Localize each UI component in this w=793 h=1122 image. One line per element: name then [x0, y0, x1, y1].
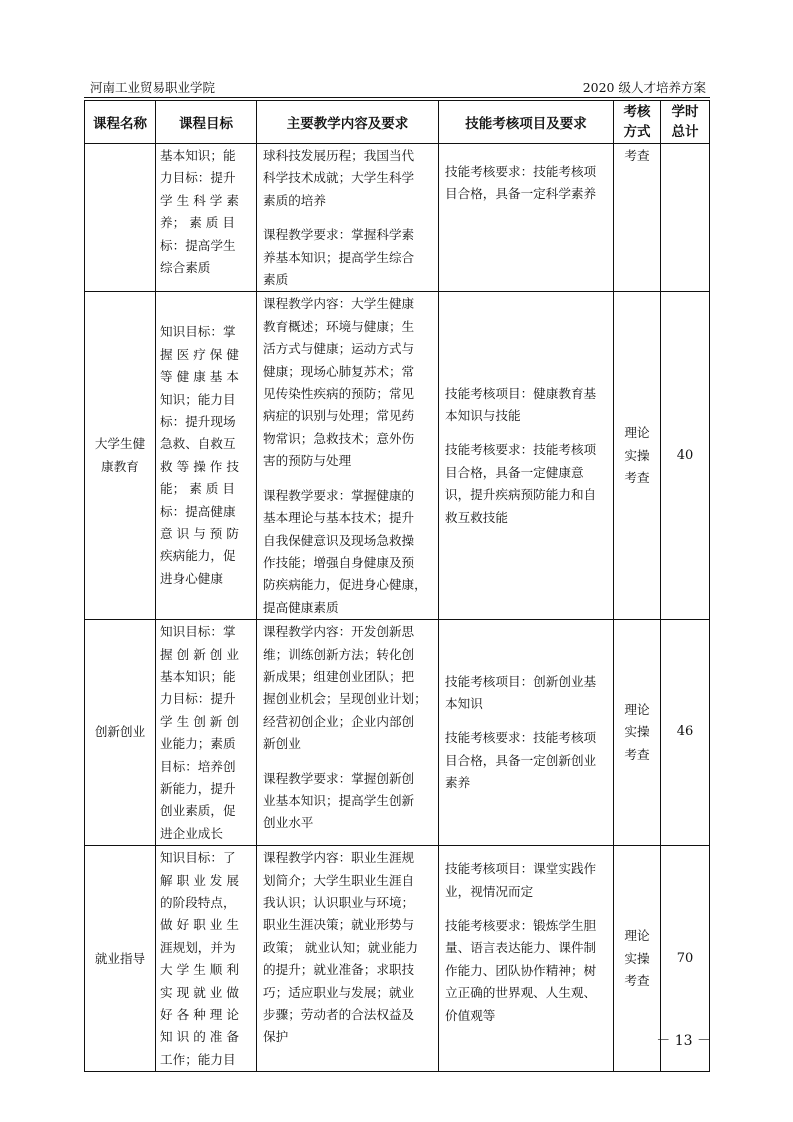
- course-name-cell: [85, 144, 156, 292]
- assessment-method-cell: [614, 846, 661, 1072]
- skills-requirements: 技能考核要求：锻炼学生胆 量、语言表达能力、课件制 作能力、团队协作精神；树 立正确的世界观、人生观、 价值观等: [445, 918, 597, 1023]
- column-header-skills: 技能考核项目及要求: [439, 101, 614, 144]
- skills-project: 技能考核项目：健康教育基 本知识与技能: [445, 385, 597, 423]
- course-goals-cell: [156, 846, 257, 1072]
- course-goals-cell: [156, 144, 257, 292]
- table-row: [85, 846, 710, 1072]
- page-header: [84, 76, 710, 96]
- course-name-cell: [85, 292, 156, 620]
- skills-project: 技能考核项目：创新创业基 本知识: [445, 673, 597, 712]
- skills-requirements: 技能考核要求：技能考核项 目合格，具备一定科学素养: [445, 164, 597, 202]
- table-header-row: [85, 101, 710, 144]
- course-content-intro: 课程教学内容：大学生健康 教育概述；环境与健康；生 活方式与健康；运动方式与 健康；现场心肺复苏术；常 见传染性疾病的预防；常见 病症的识别与处理；常见药 物常识；急救技术；意外伤 害的预防与处理: [263, 296, 415, 469]
- course-goals-cell: [156, 292, 257, 620]
- assessment-method-cell: [614, 144, 661, 292]
- course-content-cell: [257, 292, 439, 620]
- assessment-method: 理论 实操 考查: [624, 928, 650, 988]
- assessment-method-cell: [614, 292, 661, 620]
- course-name: 创新创业: [94, 724, 146, 740]
- skills-cell: [439, 292, 614, 620]
- course-name: 就业指导: [94, 950, 146, 966]
- course-content-intro: 球科技发展历程；我国当代 科学技术成就；大学生科学 素质的培养: [263, 148, 415, 208]
- header-rule: [84, 97, 710, 98]
- skills-cell: [439, 620, 614, 846]
- assessment-method: 考查: [624, 148, 650, 163]
- institution-name: 河南工业贸易职业学院: [90, 80, 216, 95]
- skills-cell: [439, 144, 614, 292]
- skills-project: 技能考核项目：课堂实践作 业，视情况而定: [445, 861, 597, 899]
- course-content-intro: 课程教学内容：职业生涯规 划简介；大学生职业生涯自 我认识；认识职业与环境； 职业生涯决策；就业形势与 政策； 就业认知；就业能力 的提升；就业准备；求职技 巧；适应职业与发展；就业 步骤；劳动者的合法权益及 保护: [263, 850, 419, 1045]
- course-goals-cell: [156, 620, 257, 846]
- course-content-requirements: 课程教学要求：掌握科学素 养基本知识；提高学生综合 素质: [263, 227, 415, 288]
- course-name-cell: [85, 846, 156, 1072]
- column-header-goals: 课程目标: [156, 101, 257, 144]
- assessment-method: 理论 实操 考查: [624, 702, 650, 762]
- skills-cell: [439, 846, 614, 1072]
- curriculum-table: [84, 100, 710, 1072]
- course-goals: 知识目标：掌 握 医 疗 保 健 等 健 康 基 本 知识；能力目 标：提升现场 急救、自救互 救 等 操 作 技 能； 素 质 目 标：提高健康 意 识 与 预 防 疾病能力，促 进身心健康: [160, 324, 239, 586]
- course-goals: 知识目标：掌 握 创 新 创 业 基本知识；能 力目标：提升 学 生 创 新 创 业能力；素质 目标：培养创 新能力，提升 创业素质，促 进企业成长: [160, 624, 239, 841]
- total-hours: 70: [676, 950, 694, 966]
- column-header-name: 课程名称: [85, 101, 156, 144]
- skills-requirements: 技能考核要求：技能考核项 目合格，具备一定创新创业 素养: [445, 730, 597, 791]
- course-content-cell: [257, 846, 439, 1072]
- course-name: 大学生健 康教育: [94, 436, 146, 474]
- assessment-method-cell: [614, 620, 661, 846]
- total-hours: 46: [676, 724, 694, 740]
- course-content-requirements: 课程教学要求：掌握健康的 基本理论与基本技术；提升 自我保健意识及现场急救操 作技能；增强自身健康及预 防疾病能力，促进身心健康， 提高健康素质: [263, 487, 427, 615]
- table-row: [85, 292, 710, 620]
- table-row: [85, 144, 710, 292]
- column-header-content: 主要教学内容及要求: [257, 101, 439, 144]
- table-row: [85, 620, 710, 846]
- total-hours-cell: [661, 620, 710, 846]
- column-header-method: 考核 方式: [614, 101, 661, 144]
- skills-requirements: 技能考核要求：技能考核项 目合格，具备一定健康意 识，提升疾病预防能力和自 救互救技能: [445, 442, 597, 525]
- course-content-cell: [257, 620, 439, 846]
- course-name-cell: [85, 620, 156, 846]
- column-header-hours: 学时 总计: [661, 101, 710, 144]
- course-content-requirements: 课程教学要求：掌握创新创 业基本知识；提高学生创新 创业水平: [263, 770, 415, 831]
- course-goals: 基本知识；能 力目标：提升 学 生 科 学 素 养； 素 质 目 标：提高学生 综合素质: [160, 148, 239, 276]
- total-hours: 40: [676, 447, 694, 463]
- assessment-method: 理论 实操 考查: [624, 425, 650, 485]
- course-content-cell: [257, 144, 439, 292]
- page-number: － 13 －: [656, 1033, 711, 1049]
- document-title: 2020 级人才培养方案: [582, 80, 706, 95]
- course-content-intro: 课程教学内容：开发创新思 维；训练创新方法；转化创 新成果；组建创业团队；把 握创业机会；呈现创业计划； 经营初创企业；企业内部创 新创业: [263, 624, 427, 752]
- total-hours-cell: [661, 144, 710, 292]
- course-goals: 知识目标：了 解 职 业 发 展 的阶段特点， 做 好 职 业 生 涯规划，并为 大 学 生 顺 利 实 现 就 业 做 好 各 种 理 论 知 识 的 准 备 工作；能力目: [160, 850, 239, 1067]
- total-hours-cell: [661, 292, 710, 620]
